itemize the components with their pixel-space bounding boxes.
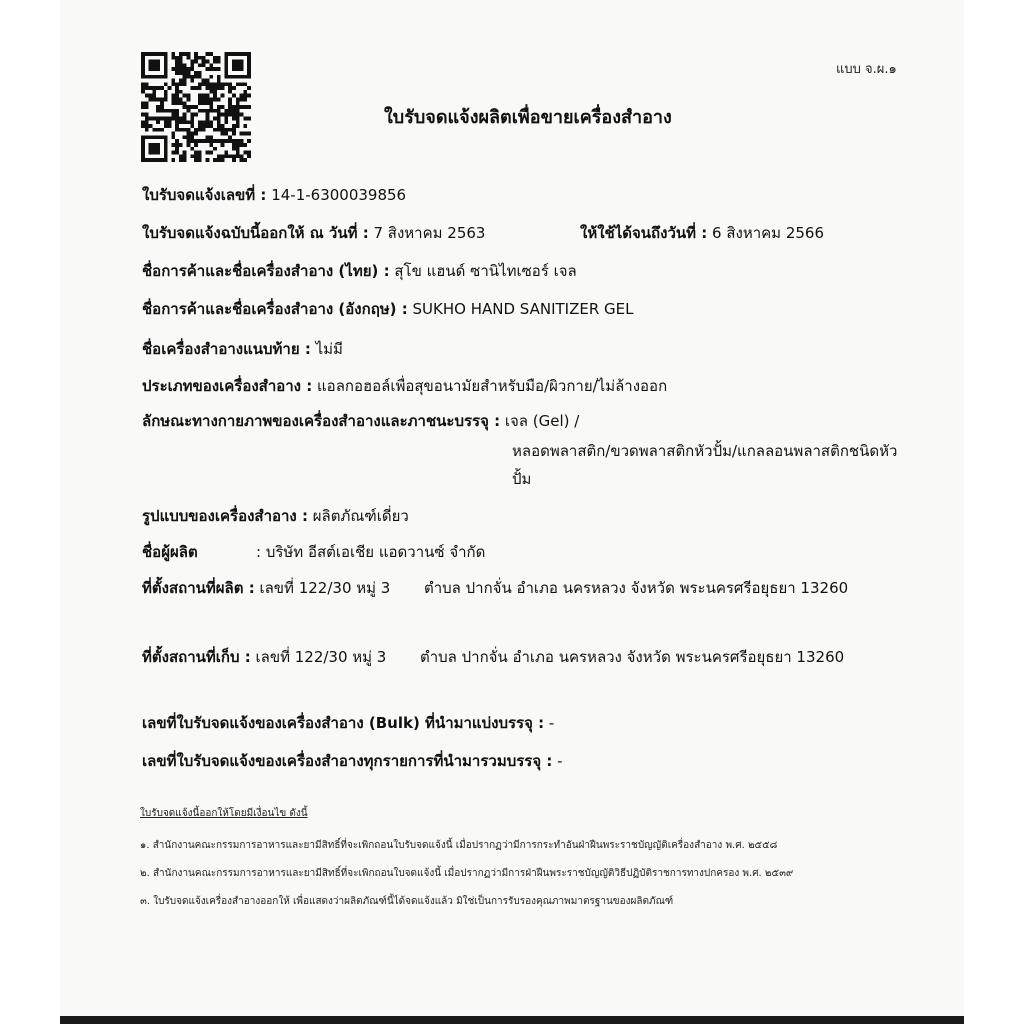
production-site-label: ที่ตั้งสถานที่ผลิต : bbox=[142, 579, 255, 597]
field-name-th bbox=[142, 260, 577, 282]
format-label: รูปแบบของเครื่องสำอาง : bbox=[142, 507, 308, 525]
field-category bbox=[142, 375, 667, 397]
name-th-label: ชื่อการค้าและชื่อเครื่องสำอาง (ไทย) : bbox=[142, 262, 390, 280]
production-site-number: เลขที่ 122/30 หมู่ 3 bbox=[259, 579, 391, 597]
scan-border bbox=[60, 1016, 964, 1024]
field-format bbox=[142, 505, 409, 527]
bulk-no-value: - bbox=[548, 714, 555, 732]
condition-item-1: ๑. สำนักงานคณะกรรมการอาหารและยามีสิทธิ์ที่จะเพิกถอนใบรับจดแจ้งนี้ เมื่อปรากฏว่ามีการกระทำอันฝ่าฝืนพระราชบัญญัติเครื่องสำอาง พ.ศ. ๒๕๕๘ bbox=[140, 840, 778, 851]
name-en-value: SUKHO HAND SANITIZER GEL bbox=[412, 300, 634, 318]
notification-no-value: 14-1-6300039856 bbox=[271, 186, 407, 204]
condition-item-2: ๒. สำนักงานคณะกรรมการอาหารและยามีสิทธิ์ที่จะเพิกถอนใบจดแจ้งนี้ เมื่อปรากฏว่ามีการฝ่าฝืนพระราชบัญญัติวิธีปฏิบัติราชการทางปกครอง พ.ศ. ๒๕๓๙ bbox=[140, 868, 794, 879]
storage-site-label: ที่ตั้งสถานที่เก็บ : bbox=[142, 648, 251, 666]
field-appendix-name bbox=[142, 338, 343, 360]
valid-until-label: ให้ใช้ได้จนถึงวันที่ : bbox=[580, 224, 708, 242]
format-value: ผลิตภัณฑ์เดี่ยว bbox=[312, 507, 409, 525]
storage-site-address: ตำบล ปากจั่น อำเภอ นครหลวง จังหวัด พระนครศรีอยุธยา 13260 bbox=[420, 648, 845, 666]
manufacturer-label: ชื่อผู้ผลิต bbox=[142, 543, 198, 561]
document-title: ใบรับจดแจ้งผลิตเพื่อขายเครื่องสำอาง bbox=[384, 107, 672, 128]
field-notification-no bbox=[142, 184, 406, 206]
physical-label: ลักษณะทางกายภาพของเครื่องสำอางและภาชนะบรรจุ : bbox=[142, 412, 501, 430]
qr-code-icon bbox=[141, 52, 251, 162]
name-th-value: สุโข แฮนด์ ซานิไทเซอร์ เจล bbox=[394, 262, 577, 280]
form-code: แบบ จ.ผ.๑ bbox=[836, 62, 897, 77]
field-valid-until bbox=[580, 222, 824, 244]
issue-date-label: ใบรับจดแจ้งฉบับนี้ออกให้ ณ วันที่ : bbox=[142, 224, 369, 242]
combined-no-label: เลขที่ใบรับจดแจ้งของเครื่องสำอางทุกรายการที่นำมารวมบรรจุ : bbox=[142, 752, 553, 770]
combined-no-value: - bbox=[557, 752, 563, 770]
notification-no-label: ใบรับจดแจ้งเลขที่ : bbox=[142, 186, 267, 204]
valid-until-value: 6 สิงหาคม 2566 bbox=[712, 224, 824, 242]
field-name-en bbox=[142, 298, 634, 320]
conditions-heading: ใบรับจดแจ้งนี้ออกให้โดยมีเงื่อนไข ดังนี้ bbox=[140, 808, 308, 819]
production-site-address: ตำบล ปากจั่น อำเภอ นครหลวง จังหวัด พระนครศรีอยุธยา 13260 bbox=[424, 579, 849, 597]
field-production-site bbox=[142, 577, 390, 599]
page-margin-left bbox=[0, 0, 60, 1024]
bulk-no-label: เลขที่ใบรับจดแจ้งของเครื่องสำอาง (Bulk) ที่นำมาแบ่งบรรจุ : bbox=[142, 714, 545, 732]
issue-date-value: 7 สิงหาคม 2563 bbox=[373, 224, 486, 242]
physical-value-line3: ปั้ม bbox=[512, 470, 532, 488]
field-physical bbox=[142, 410, 579, 432]
appendix-name-label: ชื่อเครื่องสำอางแนบท้าย : bbox=[142, 340, 311, 358]
field-bulk-no bbox=[142, 712, 554, 734]
condition-item-3: ๓. ใบรับจดแจ้งเครื่องสำอางออกให้ เพื่อแสดงว่าผลิตภัณฑ์นี้ได้จดแจ้งแล้ว มิใช่เป็นการรับรองคุณภาพมาตรฐานของผลิตภัณฑ์ bbox=[140, 896, 674, 907]
name-en-label: ชื่อการค้าและชื่อเครื่องสำอาง (อังกฤษ) : bbox=[142, 300, 408, 318]
physical-value-line1: เจล (Gel) / bbox=[504, 412, 580, 430]
category-label: ประเภทของเครื่องสำอาง : bbox=[142, 377, 313, 395]
field-manufacturer bbox=[142, 541, 198, 563]
field-storage-site bbox=[142, 646, 386, 668]
storage-site-number: เลขที่ 122/30 หมู่ 3 bbox=[255, 648, 387, 666]
appendix-name-value: ไม่มี bbox=[315, 340, 343, 358]
field-issue-date bbox=[142, 222, 485, 244]
category-value: แอลกอฮอล์เพื่อสุขอนามัยสำหรับมือ/ผิวกาย/ไม่ล้างออก bbox=[317, 377, 668, 395]
manufacturer-value: : บริษัท อีสต์เอเชีย แอดวานซ์ จำกัด bbox=[256, 543, 486, 561]
field-combined-no bbox=[142, 750, 563, 772]
physical-value-line2: หลอดพลาสติก/ขวดพลาสติกหัวปั้ม/แกลลอนพลาสติกชนิดหัว bbox=[512, 442, 898, 460]
